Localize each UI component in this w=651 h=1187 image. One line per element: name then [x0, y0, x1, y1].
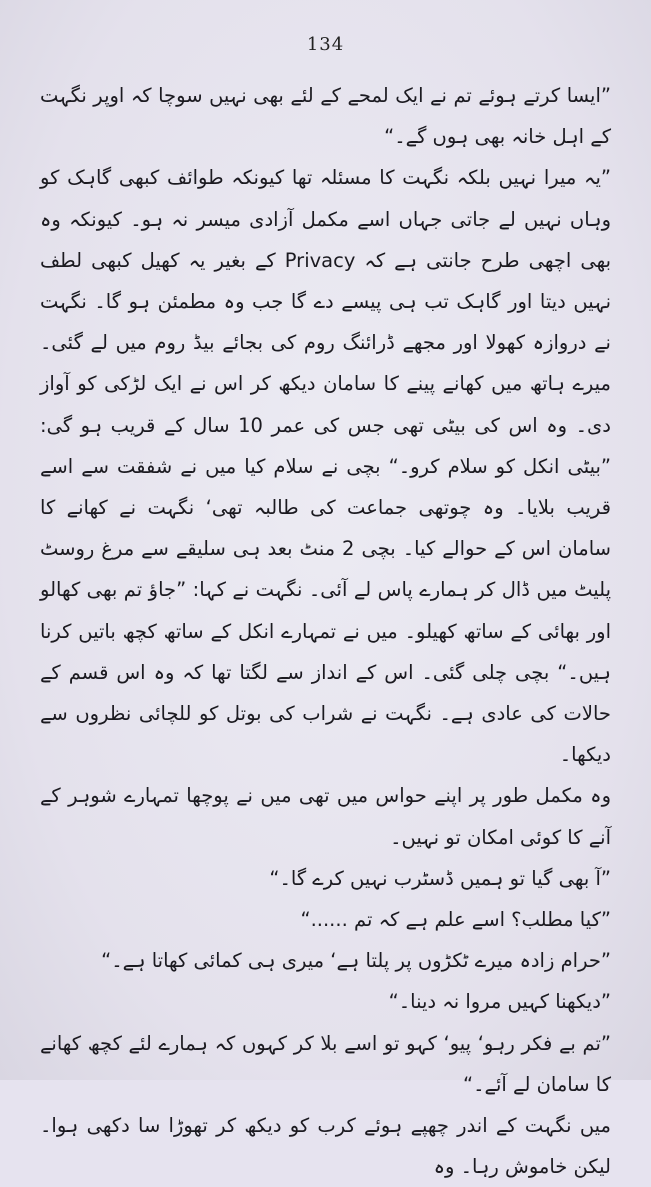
paragraph: میں نگہت کے اندر چھپے ہوئے کرب کو دیکھ کر تھوڑا سا دکھی ہوا۔ لیکن خاموش رہا۔ وہ	[40, 1114, 611, 1179]
paragraph: ”یہ میرا نہیں بلکہ نگہت کا مسئلہ تھا کیونکہ طوائف کبھی گاہک کو وہاں نہیں لے جاتی جہاں اسے مکمل آزادی میسر نہ ہو۔ کیونکہ وہ بھی اچھی طرح جانتی ہے کہ Privacy کے بغیر یہ کھیل کبھی لطف نہیں دیتا اور گاہک تب ہی پیسے دے گا جب وہ مطمئن ہو گا۔ نگہت نے دروازہ کھولا اور مجھے ڈرائنگ روم کی بجائے بیڈ روم میں لے گئی۔ میرے ہاتھ میں کھانے پینے کا سامان دیکھ کر اس نے ایک لڑکی کو آواز دی۔ وہ اس کی بیٹی تھی جس کی عمر 10 سال کے قریب ہو گی: ”بیٹی انکل کو سلام کرو۔“ بچی نے سلام کیا میں نے شفقت سے اسے قریب بلایا۔ وہ چوتھی جماعت کی طالبہ تھی‘ نگہت نے کھانے کا سامان اس کے حوالے کیا۔ بچی 2 منٹ بعد ہی سلیقے سے مرغ روسٹ پلیٹ میں ڈال کر ہمارے پاس لے آئی۔ نگہت نے کہا: ”جاؤ تم بھی کھالو اور بھائی کے ساتھ کھیلو۔ میں نے تمہارے انکل کے ساتھ کچھ باتیں کرنا ہیں۔“ بچی چلی گئی۔ اس کے انداز سے لگتا تھا کہ وہ اس قسم کے حالات کی عادی ہے۔ نگہت نے شراب کی بوتل کو للچائی نظروں سے دیکھا۔	[40, 166, 612, 767]
paragraph: وہ مکمل طور پر اپنے حواس میں تھی میں نے پوچھا تمہارے شوہر کے آنے کا کوئی امکان تو نہیں۔	[40, 784, 611, 849]
paragraph: ”تم بے فکر رہو‘ پیو‘ کہو تو اسے بلا کر کہوں کہ ہمارے لئے کچھ کھانے کا سامان لے آئے۔“	[40, 1031, 611, 1096]
paragraph: ”حرام زادہ میرے ٹکڑوں پر پلتا ہے‘ میری ہی کمائی کھاتا ہے۔“	[101, 949, 611, 973]
paragraph: ”ایسا کرتے ہوئے تم نے ایک لمحے کے لئے بھی نہیں سوچا کہ اوپر نگہت کے اہل خانہ بھی ہوں گے۔“	[40, 84, 611, 149]
body-text	[40, 75, 611, 1187]
page-number: 134	[306, 34, 345, 55]
paragraph: ”کیا مطلب؟ اسے علم ہے کہ تم ......“	[300, 908, 611, 932]
paragraph: ”دیکھنا کہیں مروا نہ دینا۔“	[388, 990, 611, 1014]
paragraph: ”آ بھی گیا تو ہمیں ڈسٹرب نہیں کرے گا۔“	[269, 866, 611, 890]
